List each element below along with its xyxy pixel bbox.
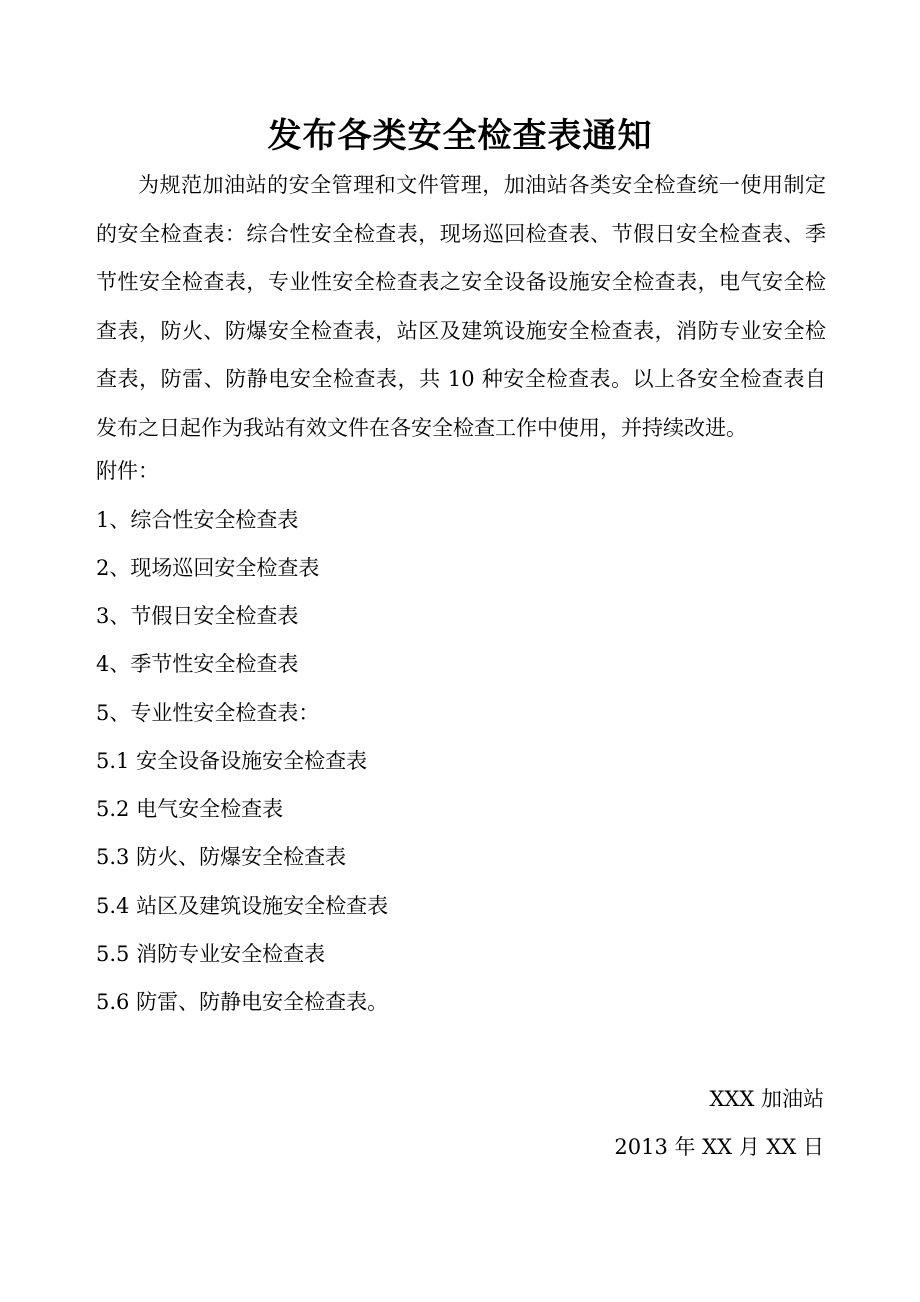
notice-body: 为规范加油站的安全管理和文件管理，加油站各类安全检查统一使用制定的安全检查表：综合性安全检查表，现场巡回检查表、节假日安全检查表、季节性安全检查表，专业性安全检查表之安全设备设施安全检查表，电气安全检查表，防火、防爆安全检查表，站区及建筑设施安全检查表，消防专业安全检查表，防雷、防静电安全检查表，共 10 种安全检查表。以上各安全检查表自发布之日起作为我站有效文件在各安全检查工作中使用，并持续改进。 <box>96 173 826 440</box>
signature-organization: XXX 加油站 <box>709 1087 824 1111</box>
attachment-item: 5.3 防火、防爆安全检查表 <box>96 845 347 869</box>
attachment-item: 5.5 消防专业安全检查表 <box>96 942 326 966</box>
attachment-item: 5.1 安全设备设施安全检查表 <box>96 749 368 773</box>
signature-date: 2013 年 XX 月 XX 日 <box>614 1135 824 1159</box>
attachment-item: 3、节假日安全检查表 <box>96 604 299 628</box>
attachment-item: 5.2 电气安全检查表 <box>96 797 284 821</box>
attachment-item: 2、现场巡回安全检查表 <box>96 556 320 580</box>
attachment-item: 1、综合性安全检查表 <box>96 508 299 532</box>
attachment-item: 4、季节性安全检查表 <box>96 652 299 676</box>
attachment-item: 5.6 防雷、防静电安全检查表。 <box>96 990 389 1014</box>
document-title: 发布各类安全检查表通知 <box>267 116 653 156</box>
attachment-item: 5、专业性安全检查表： <box>96 701 320 725</box>
attachments-label: 附件： <box>96 459 159 483</box>
attachment-item: 5.4 站区及建筑设施安全检查表 <box>96 894 389 918</box>
